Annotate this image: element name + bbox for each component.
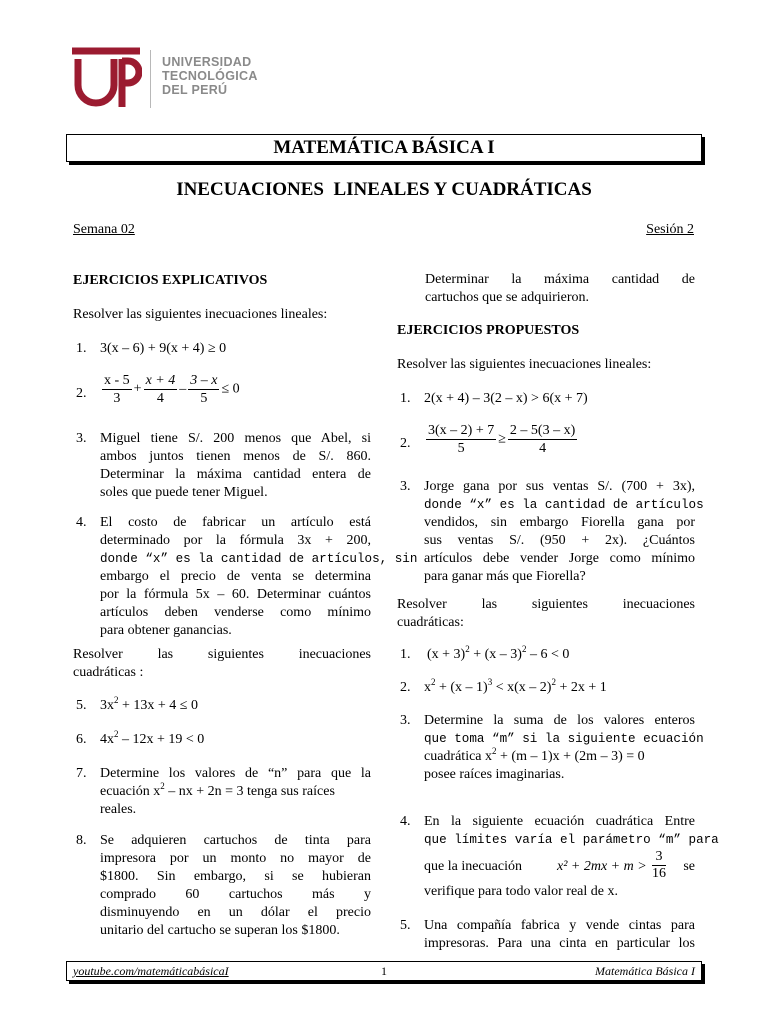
item-number: 2.: [76, 386, 87, 401]
section-heading: EJERCICIOS PROPUESTOS: [397, 323, 580, 338]
page-number: 1: [381, 964, 387, 978]
fraction: $\frac{3}{16}$: [652, 849, 666, 881]
item-number: 4.: [400, 814, 411, 829]
item-number: 5.: [400, 918, 411, 933]
item-number: 3.: [400, 713, 411, 728]
instruction: Resolver las siguientes inecuaciones cuadráticas :: [73, 647, 371, 680]
inequality-line: que la inecuación x² + 2mx + m > $\frac{3}{16}$ se: [424, 849, 695, 881]
fraction: $\frac{x - 5}{3}$: [104, 373, 130, 406]
session-label: Sesión 2: [646, 222, 694, 237]
item-expression: $\frac{3(x - 2) + 7}{5}$ ≥ $\frac{2 - 5(3 - x)}{4}$: [428, 423, 576, 456]
fraction: $\frac{2 - 5(3 - x)}{4}$: [509, 423, 576, 456]
item-number: 2.: [400, 436, 411, 451]
section-heading: EJERCICIOS EXPLICATIVOS: [73, 273, 268, 288]
item-number: 4.: [76, 515, 87, 530]
item-text: Jorge gana por sus ventas S/. (700 + 3x), donde “x” es la cantidad de artículos vendidos, sin embargo Fiorella gana por sus ventas S/. (950 + 2x). ¿Cuántos artículos debe vender Jorge como mínimo para ganar más que Fiorella?: [424, 479, 704, 584]
exercise-item: [400, 422, 695, 462]
item-number: 6.: [76, 732, 87, 747]
fraction: $\frac{x + 4}{4}$: [145, 373, 176, 406]
item-number: 5.: [76, 698, 87, 713]
instruction: Resolver las siguientes inecuaciones lineales:: [73, 307, 328, 322]
item-number: 8.: [76, 833, 87, 848]
item-expression: $3x^2 + 13x + 4 \le 0$: [100, 695, 198, 713]
item-number: 2.: [400, 680, 411, 695]
fraction: $\frac{3 - x}{5}$: [190, 373, 218, 406]
item-text: 2(x + 4) – 3(2 – x) > 6(x + 7): [424, 391, 588, 406]
footer-course: Matemática Básica I: [595, 964, 695, 978]
instruction: Resolver las siguientes inecuaciones cuadráticas:: [397, 597, 695, 630]
item-text: Miguel tiene S/. 200 menos que Abel, si ambos juntos tienen menos de S/. 860. Determinar la máxima cantidad entera de soles que puede tener Miguel.: [100, 431, 371, 500]
university-name: [162, 55, 258, 97]
item-text: El costo de fabricar un artículo está determinado por la fórmula 3x + 200, donde “x” es la cantidad de artículos, sin embargo el precio de venta se determina por la fórmula 5x – 60. Determinar cuántos artículos deben venderse como mínimo para obtener ganancias.: [100, 515, 418, 638]
item-expression: $4x^2 - 12x + 19 < 0$: [100, 729, 205, 747]
item-number: 1.: [400, 647, 411, 662]
item-expression: $x^2 + (x - 1)^3 < x(x - 2)^2 + 2x + 1$: [424, 677, 607, 695]
logo-divider: [150, 50, 151, 108]
fraction: $\frac{3(x - 2) + 7}{5}$: [428, 423, 495, 456]
item-text: En la siguiente ecuación cuadrática Entre que límites varía el parámetro “m” para que la inecuación x² + 2mx + m > $\frac{3}{16}$ se verifique para todo valor real de x.: [424, 814, 719, 899]
logo-line: TECNOLÓGICA: [162, 69, 258, 83]
item-text: 3(x – 6) + 9(x + 4) ≥ 0: [100, 341, 227, 356]
instruction: Resolver las siguientes inecuaciones lineales:: [397, 357, 652, 372]
topic-title: INECUACIONES LINEALES Y CUADRÁTICAS: [176, 179, 592, 200]
utp-logo-icon: [70, 47, 142, 109]
item-expression: $(x + 3)^2 + (x - 3)^2 - 6 < 0$: [427, 644, 570, 662]
logo-line: UNIVERSIDAD: [162, 55, 252, 69]
item-text: Se adquieren cartuchos de tinta para impresora por un monto no mayor de $1800. Sin embargo, si se hubieran comprado 60 cartuchos más y disminuyendo en un dólar el precio unitario del cartucho se superan los $1800.: [100, 833, 371, 938]
item-text: Una compañía fabrica y vende cintas para impresoras. Para una cinta en particular los: [424, 918, 695, 951]
logo-line: DEL PERÚ: [162, 83, 228, 97]
week-label: Semana 02: [73, 222, 135, 237]
item-number: 3.: [400, 479, 411, 494]
course-title: MATEMÁTICA BÁSICA I: [66, 134, 702, 162]
item-number: 1.: [400, 391, 411, 406]
footer-link[interactable]: youtube.com/matemáticabásicaI: [73, 964, 229, 978]
item-text: Determine los valores de “n” para que la ecuación $x^2$ – nx + 2n = 3 tenga sus raíces reales.: [100, 766, 371, 817]
item-number: 1.: [76, 341, 87, 356]
item-number: 7.: [76, 766, 87, 781]
item-expression: $\frac{x - 5}{3}$ + $\frac{x + 4}{4}$ – $\frac{3 - x}{5}$ ≤ 0: [104, 373, 240, 406]
page-footer: [66, 961, 702, 981]
item-number: 3.: [76, 431, 87, 446]
item-text: Determine la suma de los valores enteros que toma “m” si la siguiente ecuación cuadrática $x^2 + (m - 1)x + (2m - 3) = 0$ posee raíces imaginarias.: [424, 713, 704, 782]
continued-text: Determinar la máxima cantidad de cartuchos que se adquirieron.: [425, 272, 695, 305]
exercise-item: [76, 372, 371, 412]
